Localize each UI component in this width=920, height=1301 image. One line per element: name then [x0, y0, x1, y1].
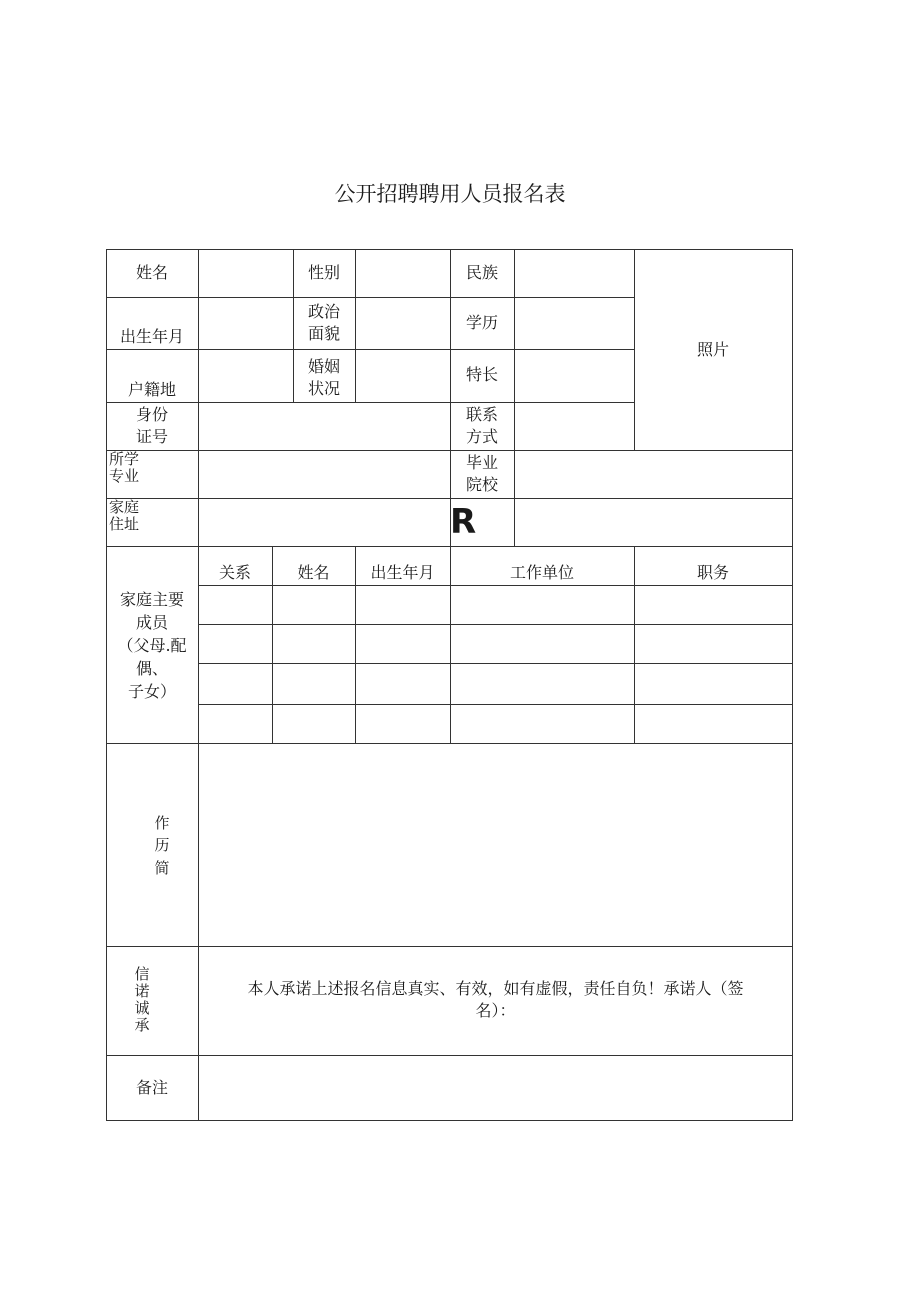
name-label: 姓名	[135, 263, 168, 282]
photo-label: 照片	[696, 340, 729, 359]
pledge-text: 本人承诺上述报名信息真实、有效，如有虚假，责任自负！承诺人（签 名）：	[247, 979, 744, 1020]
gender-label: 性别	[307, 263, 340, 282]
resume-label: 作 历 简	[154, 814, 170, 877]
page-title: 公开招聘聘用人员报名表	[334, 182, 566, 206]
family-col-name: 姓名	[297, 563, 330, 582]
marital-label: 婚姻 状况	[307, 357, 340, 398]
ethnicity-label: 民族	[465, 263, 498, 282]
political-label: 政治 面貌	[307, 302, 340, 343]
registration-form-table	[106, 249, 793, 1121]
stray-mark: R	[450, 502, 475, 542]
remarks-label: 备注	[135, 1078, 168, 1097]
address-label: 家庭 住址	[109, 498, 140, 533]
specialty-label: 特长	[465, 365, 498, 384]
birth-label: 出生年月	[119, 327, 184, 346]
school-label: 毕业 院校	[465, 453, 498, 494]
household-label: 户籍地	[127, 380, 176, 399]
education-label: 学历	[465, 313, 498, 332]
family-col-birth: 出生年月	[370, 563, 435, 582]
family-col-relation: 关系	[218, 563, 251, 582]
family-col-employer: 工作单位	[509, 563, 574, 582]
pledge-label: 信 诺 诚 承	[134, 965, 150, 1034]
major-label: 所学 专业	[109, 450, 140, 485]
id-label: 身份 证号	[135, 405, 168, 446]
contact-label: 联系 方式	[465, 405, 498, 446]
family-section-label: 家庭主要 成员 （父母.配 偶、 子女）	[117, 590, 187, 701]
family-col-position: 职务	[696, 563, 729, 582]
